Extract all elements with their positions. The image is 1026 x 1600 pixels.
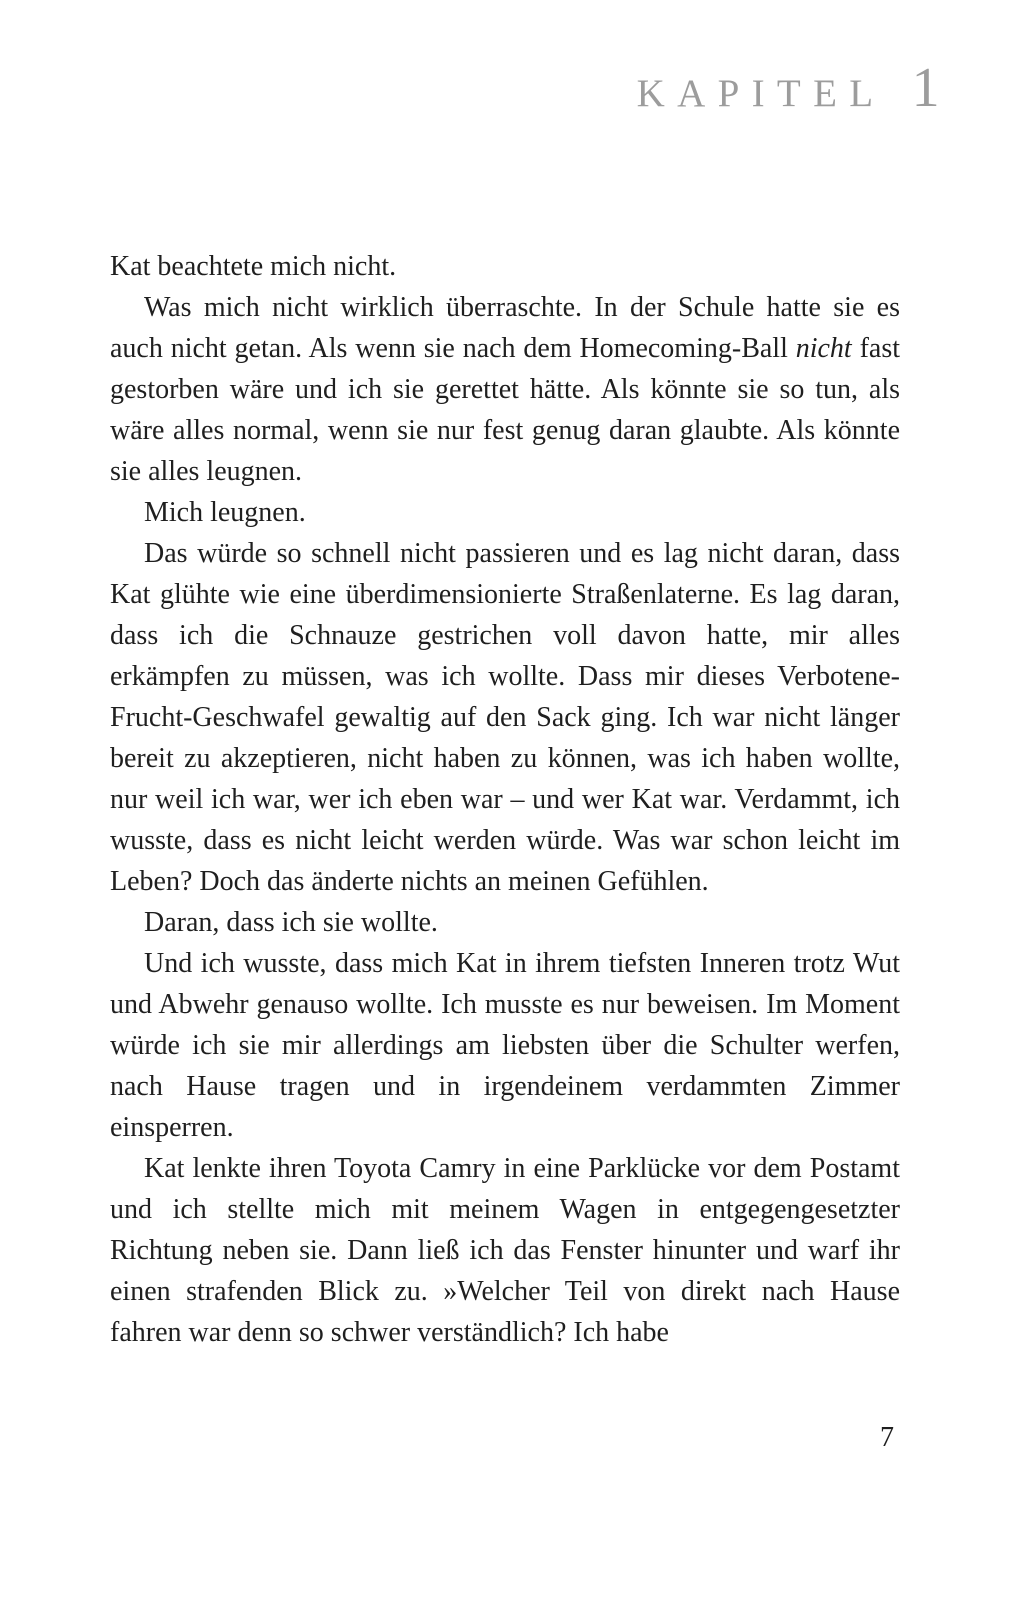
text-run: nicht [795, 333, 852, 364]
paragraph [110, 492, 900, 533]
text-run: Daran, dass ich sie wollte. [144, 907, 438, 938]
text-run: Das würde so schnell nicht passieren und es lag nicht daran, dass Kat glühte wie eine überdimensionierte Straßenlaterne. Es lag daran, dass ich die Schnauze gestrichen voll davon hatte, mir alles erkämpfen zu müssen, was ich wollte. Dass mir dieses Verbotene-Frucht-Geschwafel gewaltig auf den Sack ging. Ich war nicht länger bereit zu akzeptieren, nicht haben zu können, was ich haben wollte, nur weil ich war, wer ich eben war – und wer Kat war. Verdammt, ich wusste, dass es nicht leicht werden würde. Was war schon leicht im Leben? Doch das änderte nichts an meinen Gefühlen. [110, 538, 900, 897]
text-run: Was mich nicht wirklich überraschte. In der Schule hatte sie es auch nicht getan. Als wenn sie nach dem Homecoming-Ball [110, 292, 900, 364]
paragraph [110, 943, 900, 1148]
text-run: Mich leugnen. [144, 497, 306, 528]
paragraph [110, 287, 900, 492]
paragraph [110, 246, 900, 287]
text-run: Und ich wusste, dass mich Kat in ihrem tiefsten Inneren trotz Wut und Abwehr genauso wollte. Ich musste es nur beweisen. Im Moment würde ich sie mir allerdings am liebsten über die Schulter werfen, nach Hause tragen und in irgendeinem verdammten Zimmer einsperren. [110, 948, 900, 1143]
paragraph [110, 1148, 900, 1353]
paragraph [110, 902, 900, 943]
paragraph [110, 533, 900, 902]
page-number: 7 [880, 1422, 894, 1453]
text-run: Kat beachtete mich nicht. [110, 251, 397, 282]
chapter-heading: kapitel 1 [636, 57, 952, 119]
page-body [110, 246, 900, 1353]
text-run: fast gestorben wäre und ich sie gerettet hätte. Als könnte sie so tun, als wäre alles normal, wenn sie nur fest genug daran glaubte. Als könnte sie alles leugnen. [110, 333, 900, 487]
text-run: Kat lenkte ihren Toyota Camry in eine Parklücke vor dem Postamt und ich stellte mich mit meinem Wagen in entgegengesetzter Richtung neben sie. Dann ließ ich das Fenster hinunter und warf ihr einen strafenden Blick zu. »Welcher Teil von direkt nach Hause fahren war denn so schwer verständlich? Ich habe [110, 1153, 900, 1348]
